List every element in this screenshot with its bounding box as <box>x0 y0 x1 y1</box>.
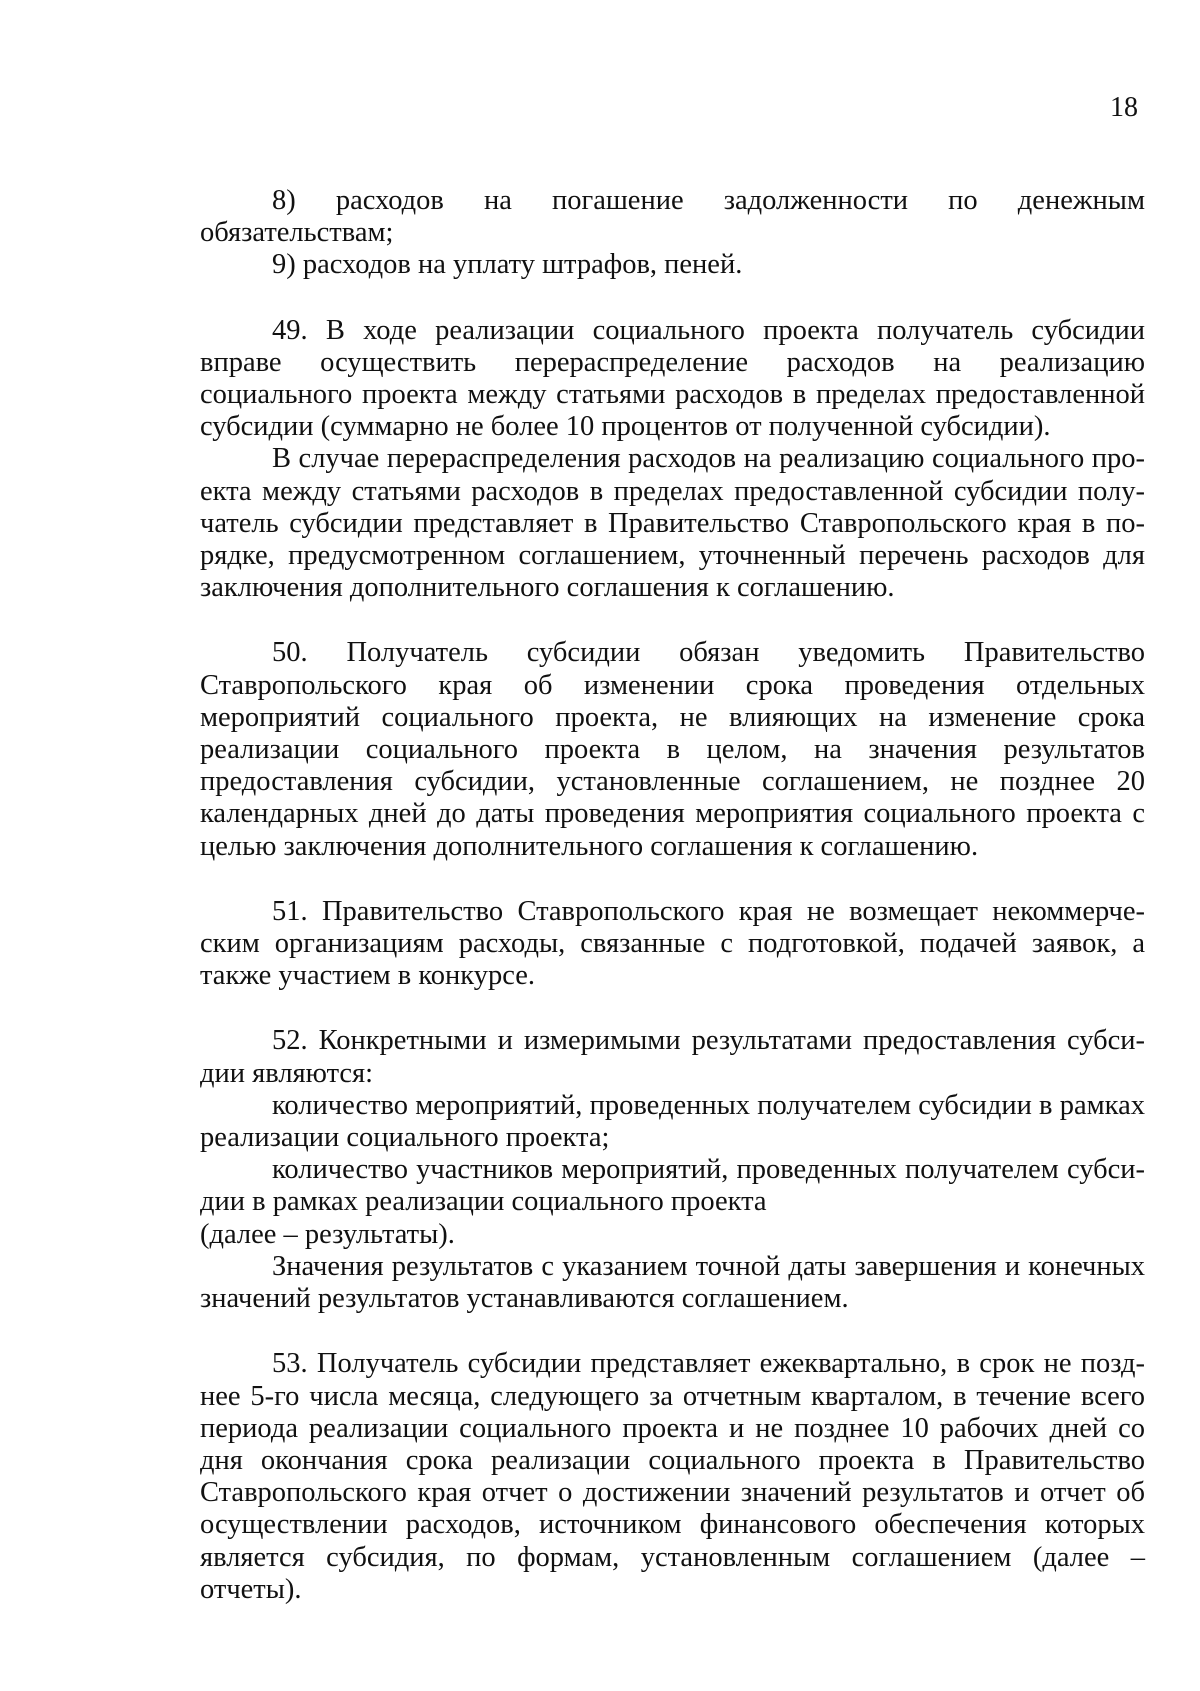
paragraph: количество участников мероприятий, проведенных получателем субсидии в рамках реализации социального проекта <box>200 1154 1145 1218</box>
paragraph: 51. Правительство Ставропольского края не возмещает некоммерческим организациям расходы, связанные с подготовкой, подачей заявок, а также участием в конкурсе. <box>200 895 1145 992</box>
paragraph: Значения результатов с указанием точной даты завершения и конечных значений результатов устанавливаются соглашением. <box>200 1250 1145 1315</box>
paragraph: 9) расходов на уплату штрафов, пеней. <box>272 249 743 281</box>
paragraph: (далее – результаты). <box>200 1218 455 1250</box>
paragraph: В случае перераспределения расходов на реализацию социального проекта между статьями расходов в пределах предоставленной субсидии получатель субсидии представляет в Правительство Ставропольского края в порядке, предусмотренном соглашением, уточненный перечень расходов для заключения дополнительного соглашения к соглашению. <box>200 443 1145 604</box>
paragraph: 50. Получатель субсидии обязан уведомить Правительство Ставропольского края об изменении срока проведения отдельных мероприятий социального проекта, не влияющих на изменение срока реализации социального проекта в целом, на значения результатов предоставления субсидии, установленные соглашением, не позднее 20 календарных дней до даты проведения мероприятия социального проекта с целью заключения дополнительного соглашения к соглашению. <box>200 637 1145 862</box>
page-number: 18 <box>1110 92 1138 123</box>
paragraph: количество мероприятий, проведенных получателем субсидии в рамках реализации социального проекта; <box>200 1089 1145 1154</box>
paragraph: 53. Получатель субсидии представляет ежеквартально, в срок не позднее 5-го числа месяца, следующего за отчетным кварталом, в течение всего периода реализации социального проекта и не позднее 10 рабочих дней со дня окончания срока реализации социального проекта в Правительство Ставропольского края отчет о достижении значений результатов и отчет об осуществлении расходов, источником финансового обеспечения которых является субсидия, по формам, установленным соглашением (далее – отчеты). <box>200 1348 1145 1605</box>
paragraph: 52. Конкретными и измеримыми результатами предоставления субсидии являются: <box>200 1025 1145 1089</box>
document-body <box>200 185 1145 1606</box>
paragraph: 49. В ходе реализации социального проекта получатель субсидии вправе осуществить перераспределение расходов на реализацию социального проекта между статьями расходов в пределах предоставленной субсидии (суммарно не более 10 процентов от полученной субсидии). <box>200 314 1145 443</box>
paragraph: 8) расходов на погашение задолженности по денежным обязательствам; <box>200 185 1145 249</box>
